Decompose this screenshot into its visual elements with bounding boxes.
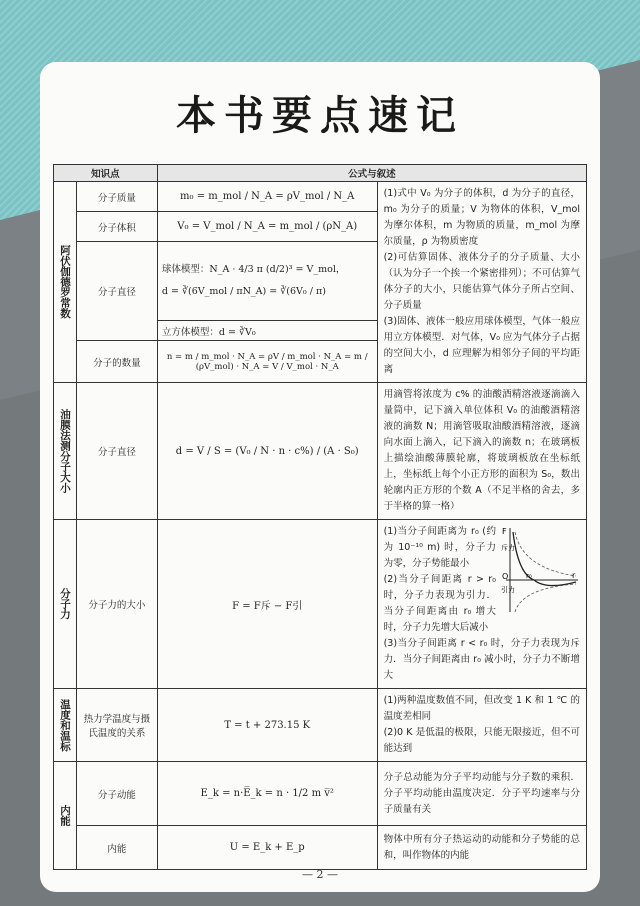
- row-name: 分子力的大小: [76, 520, 157, 689]
- table-row: [54, 182, 587, 212]
- label-attract: 引力: [501, 586, 515, 594]
- table-row: [54, 826, 587, 870]
- label-f: F: [502, 527, 507, 536]
- table-row: [54, 762, 587, 826]
- category-energy: 内能: [54, 762, 77, 870]
- row-formula: m₀ = m_mol / N_A = ρV_mol / N_A: [157, 182, 377, 212]
- row-name: 内能: [76, 826, 157, 870]
- energy-desc-1: 分子总动能为分子平均动能与分子数的乘积．分子平均动能由温度决定．分子平均速率与分子质量有关: [377, 762, 586, 826]
- row-name: 热力学温度与摄氏温度的关系: [76, 689, 157, 762]
- row-name: 分子质量: [76, 182, 157, 212]
- avogadro-desc: [377, 182, 586, 383]
- force-desc-2: (2)当分子间距离 r > r₀ 时，分子力表现为引力．当分子间距离由 r₀ 增大时，分子力先增大后减小: [383, 574, 496, 633]
- force-curve: [513, 532, 576, 586]
- energy-desc-2: 物体中所有分子热运动的动能和分子势能的总和，叫作物体的内能: [377, 826, 586, 870]
- force-curve-diagram: [500, 524, 580, 616]
- page-number: — 2 —: [302, 868, 338, 881]
- row-formula: F = F斥 − F引: [157, 520, 377, 689]
- row-name: 分子直径: [76, 242, 157, 341]
- label-o: O: [502, 572, 509, 581]
- row-name: 分子动能: [76, 762, 157, 826]
- attraction-curve: [515, 584, 576, 612]
- page: [40, 62, 600, 892]
- force-desc-3: (3)当分子间距离 r < r₀ 时，分子力表现为斥力．当分子间距离由 r₀ 减小时，分子力不断增大: [383, 638, 580, 681]
- table-row: [54, 383, 587, 520]
- category-force: 分子力: [54, 520, 77, 689]
- header-formula: 公式与叙述: [157, 165, 586, 182]
- oil-desc: 用滴管将浓度为 c% 的油酸酒精溶液逐滴滴入量筒中，记下滴入单位体积 V₀ 的油酸酒精溶液的滴数 N；用滴管吸取油酸酒精溶液，逐滴向水面上滴入，记下滴入的滴数 n；在玻璃板上描绘油酸薄膜轮廓，将玻璃板放在坐标纸上，坐标纸上每个小正方形的面积为 S₀，数出轮廓内正方形的个数 A（不足半格的舍去，多于半格的算一格）: [377, 383, 586, 520]
- row-formula: U = E_k + E_p: [157, 826, 377, 870]
- repulsion-curve: [515, 532, 576, 576]
- formula-diameter: d = ∛(6V_mol / πN_A) = ∛(6V₀ / π): [161, 286, 326, 297]
- page-title: 本书要点速记: [176, 92, 464, 139]
- formula-sphere-model: 球体模型：N_A · 4/3 π (d/2)³ = V_mol，: [161, 264, 346, 275]
- force-desc-1: (1)当分子间距离为 r₀ (约为 10⁻¹⁰ m) 时，分子力为零，分子势能最小: [383, 526, 496, 569]
- table-row: [54, 520, 587, 689]
- label-r: r: [572, 571, 576, 580]
- row-formula: d = V / S = (V₀ / N · n · c%) / (A · S₀): [157, 383, 377, 520]
- label-repel: 斥力: [501, 544, 515, 552]
- label-r0: r₀: [526, 572, 532, 580]
- category-avogadro: 阿伏伽德罗常数: [54, 182, 77, 383]
- header-knowledge: 知识点: [54, 165, 158, 182]
- table-row: [54, 689, 587, 762]
- temp-desc: [377, 689, 586, 762]
- category-oil: 油膜法测分子大小: [54, 383, 77, 520]
- row-name: 分子的数量: [76, 341, 157, 383]
- row-formula: n = m / m_mol · N_A = ρV / m_mol · N_A = m / (ρV_mol) · N_A = V / V_mol · N_A: [157, 341, 377, 383]
- table-header: [54, 165, 587, 182]
- avogadro-desc-text: (1)式中 V₀ 为分子的体积，d 为分子的直径，m₀ 为分子的质量；V 为物体的体积，V_mol 为摩尔体积，m 为物质的质量，m_mol 为摩尔质量，ρ 为物质密度 (2)可估算固体、液体分子的分子质量、大小（认为分子一个挨一个紧密排列）；不可估算气体分子的大小，只能估算气体分子所占空间、分子质量 (3)固体、液体一般应用球体模型，气体一般应用立方体模型．对气体，V₀ 应为气体分子占据的空间大小，d 应理解为相邻分子间的平均距离: [383, 188, 580, 375]
- row-formula: V₀ = V_mol / N_A = m_mol / (ρN_A): [157, 212, 377, 242]
- row-formula-sphere: [157, 242, 377, 321]
- row-name: 分子直径: [76, 383, 157, 520]
- row-formula: T = t + 273.15 K: [157, 689, 377, 762]
- formula-cube-model: 立方体模型：d = ∛V₀: [157, 321, 377, 341]
- category-temp: 温度和温标: [54, 689, 77, 762]
- row-formula: E_k = n·E̅_k = n · 1/2 m v̅²: [157, 762, 377, 826]
- force-desc: [377, 520, 586, 689]
- temp-desc-text: (1)两种温度数值不同，但改变 1 K 和 1 ℃ 的温度差相同 (2)0 K 是低温的极限，只能无限接近，但不可能达到: [383, 695, 580, 754]
- row-name: 分子体积: [76, 212, 157, 242]
- summary-table: [53, 164, 587, 870]
